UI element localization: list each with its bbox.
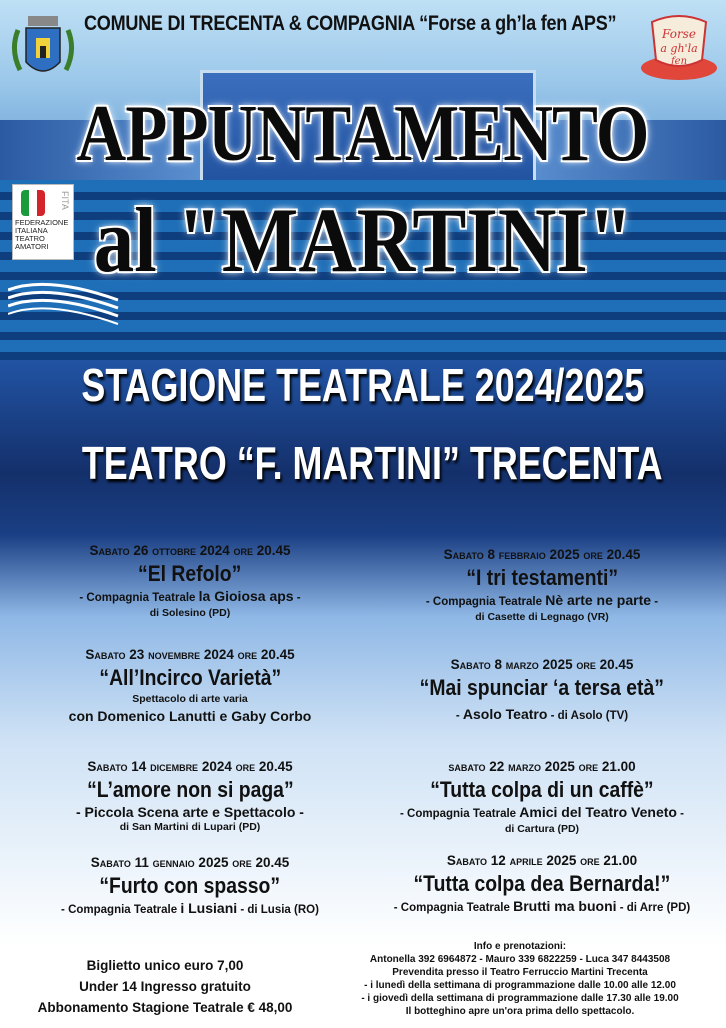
event-company: - Compagnia Teatrale Brutti ma buoni - di Arre (PD)	[393, 898, 691, 914]
event-title: “I tri testamenti”	[466, 565, 618, 590]
event-tutta-colpa-di-un-caffe	[372, 758, 712, 836]
svg-text:a gh'la: a gh'la	[660, 42, 698, 55]
info-booking	[318, 940, 722, 1018]
event-furto-con-spasso	[30, 854, 350, 918]
season-heading: STAGIONE TEATRALE 2024/2025	[81, 359, 645, 411]
event-i-tri-testamenti	[372, 546, 712, 624]
event-el-refolo	[30, 542, 350, 620]
price-single: Biglietto unico euro 7,00	[86, 958, 244, 973]
event-title: “El Refolo”	[138, 561, 242, 586]
info-monday: - i lunedì della settimana di programmazione dalle 10.00 alle 12.00	[364, 980, 676, 991]
event-company: - Compagnia Teatrale i Lusiani - di Lusia (RO)	[61, 900, 319, 916]
ticket-prices	[20, 955, 310, 1018]
title-line-1: APPUNTAMENTO	[77, 90, 649, 178]
event-tutta-colpa-dea-bernarda	[372, 852, 712, 916]
event-date: Sabato 11 gennaio 2025 ore 20.45	[90, 855, 290, 870]
theatre-heading: TEATRO “F. MARTINI” TRECENTA	[81, 437, 663, 489]
event-title: “Furto con spasso”	[99, 873, 281, 898]
event-note: Spettacolo di arte varia	[132, 693, 248, 705]
event-company: - Asolo Teatro - di Asolo (TV)	[455, 706, 629, 722]
event-cast: con Domenico Lanutti e Gaby Corbo	[68, 708, 312, 724]
svg-text:fen: fen	[670, 56, 688, 67]
price-subscription: Abbonamento Stagione Teatrale € 48,00	[37, 1000, 293, 1015]
event-l-amore-non-si-paga	[30, 758, 350, 834]
price-under14: Under 14 Ingresso gratuito	[79, 979, 251, 994]
event-place: di San Martini di Lupari (PD)	[119, 821, 261, 833]
event-place: di Cartura (PD)	[504, 823, 580, 835]
title-line-2: al "MARTINI"	[93, 189, 633, 291]
info-thursday: - i giovedì della settimana di programmazione dalle 17.30 alle 19.00	[361, 993, 679, 1004]
event-title: “Tutta colpa dea Bernarda!”	[413, 871, 671, 896]
event-company: - Piccola Scena arte e Spettacolo -	[76, 804, 304, 820]
trecenta-coat-of-arms-icon	[10, 10, 76, 98]
info-heading: Info e prenotazioni:	[473, 941, 567, 952]
info-boxoffice: Il botteghino apre un'ora prima dello spettacolo.	[405, 1006, 635, 1017]
event-title: “All’Incirco Varietà”	[99, 665, 281, 690]
event-date: Sabato 14 dicembre 2024 ore 20.45	[87, 759, 293, 774]
organizers-header: COMUNE DI TRECENTA & COMPAGNIA “Forse a gh’la fen APS”	[84, 12, 617, 35]
event-company: - Compagnia Teatrale la Gioiosa aps -	[79, 588, 301, 604]
event-place: di Solesino (PD)	[149, 607, 231, 619]
info-phones: Antonella 392 6964872 - Mauro 339 6822259 - Luca 347 8443508	[369, 954, 671, 965]
event-date: Sabato 8 marzo 2025 ore 20.45	[450, 657, 634, 672]
event-mai-spunciar	[372, 656, 712, 724]
event-date: Sabato 8 febbraio 2025 ore 20.45	[443, 547, 641, 562]
theatre-mask-logo-icon	[638, 12, 720, 82]
event-place: di Casette di Legnago (VR)	[475, 611, 609, 623]
event-title: “L’amore non si paga”	[86, 777, 294, 802]
event-title: “Mai spunciar ‘a tersa età”	[419, 675, 665, 700]
event-date: Sabato 26 ottobre 2024 ore 20.45	[89, 543, 291, 558]
fita-caption: FEDERAZIONE ITALIANA TEATRO AMATORI	[15, 218, 69, 251]
event-all-incirco-varieta	[30, 646, 350, 726]
event-date: Sabato 23 novembre 2024 ore 20.45	[85, 647, 295, 662]
event-title: “Tutta colpa di un caffè”	[430, 777, 654, 802]
svg-text:Forse: Forse	[662, 27, 696, 41]
event-company: - Compagnia Teatrale Nè arte ne parte -	[425, 592, 659, 608]
event-date: Sabato 12 aprile 2025 ore 21.00	[446, 853, 638, 868]
event-date: sabato 22 marzo 2025 ore 21.00	[448, 759, 636, 774]
event-company: - Compagnia Teatrale Amici del Teatro Veneto -	[399, 804, 684, 820]
info-presale: Prevendita presso il Teatro Ferruccio Martini Trecenta	[392, 967, 648, 978]
fita-side-label: FITA	[60, 191, 70, 210]
